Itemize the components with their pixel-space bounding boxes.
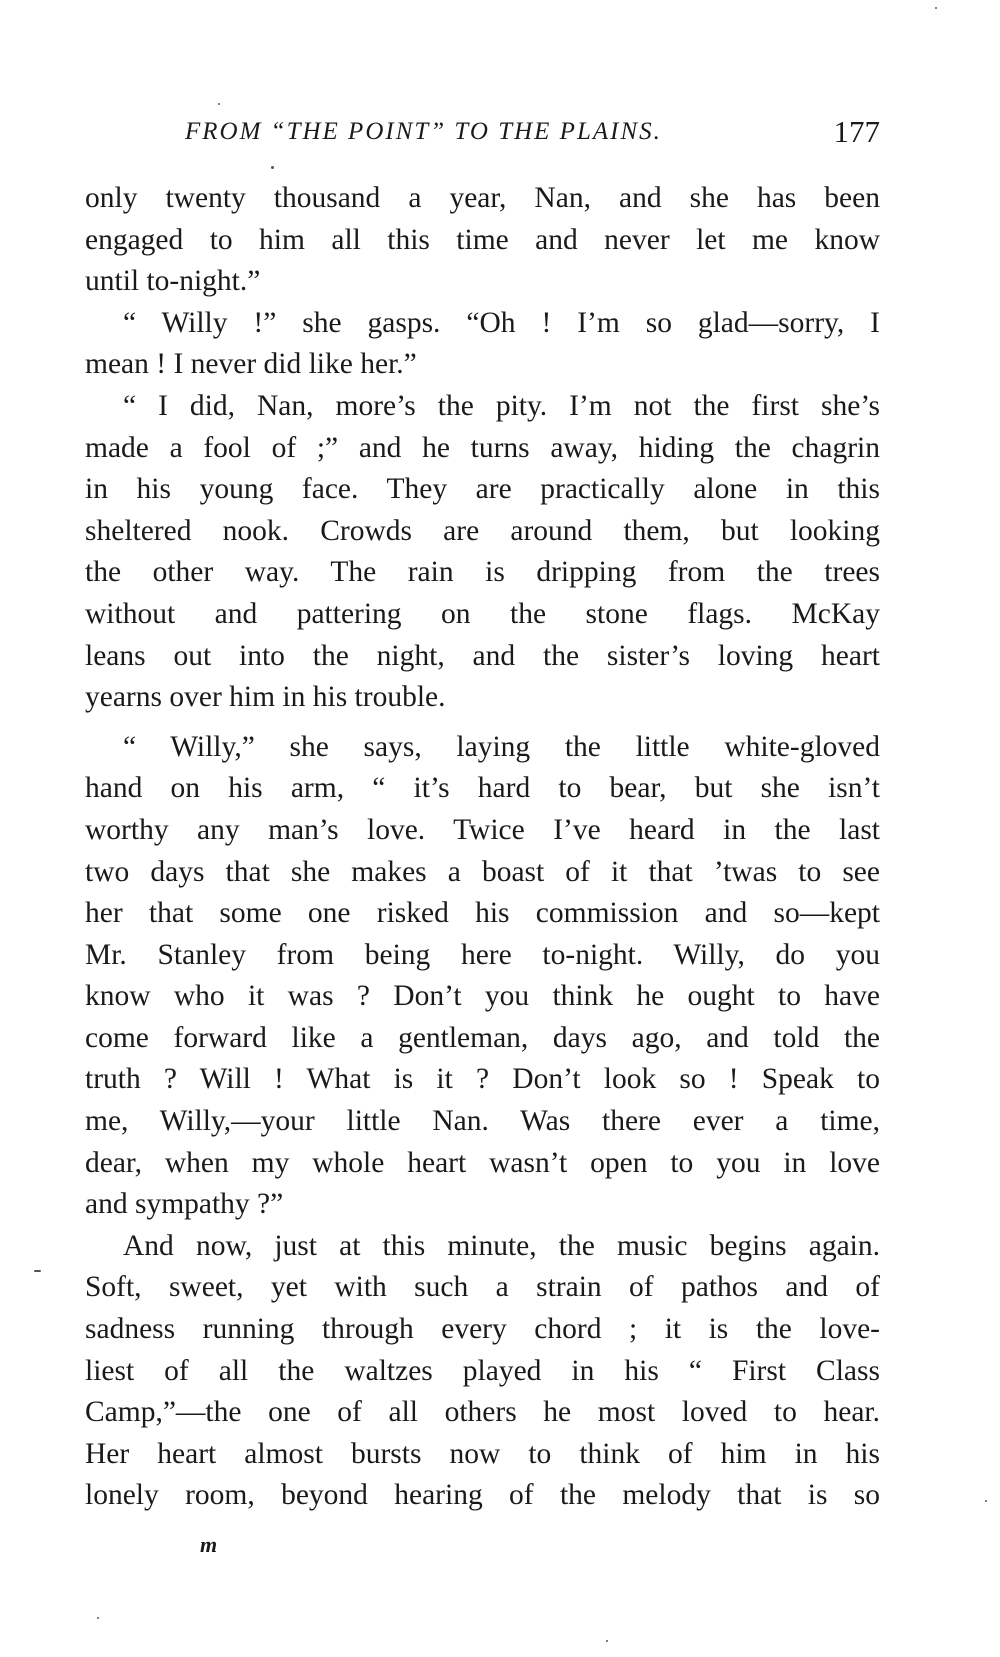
text-line: Her heart almost bursts now to think of him in his <box>85 1437 880 1470</box>
text-line: sadness running through every chord ; it is the love- <box>85 1313 880 1346</box>
text-line: in his young face. They are practically alone in this <box>85 473 880 506</box>
text-line: And now, just at this minute, the music begins again. <box>123 1229 880 1262</box>
text-line: liest of all the waltzes played in his “ First Class <box>85 1354 880 1387</box>
text-line: lonely room, beyond hearing of the melody that is so <box>85 1479 880 1512</box>
text-line: mean ! I never did like her.” <box>85 348 417 381</box>
print-speck <box>218 103 220 105</box>
print-speck <box>97 1617 99 1619</box>
paragraph <box>85 178 880 303</box>
print-speck <box>271 166 274 169</box>
text-line: yearns over him in his trouble. <box>85 681 446 714</box>
text-line: me, Willy,—your little Nan. Was there ever a time, <box>85 1105 880 1138</box>
text-line: worthy any man’s love. Twice I’ve heard in the last <box>85 813 880 846</box>
text-line: Mr. Stanley from being here to-night. Willy, do you <box>85 938 880 971</box>
paragraph <box>85 1226 880 1517</box>
text-line: engaged to him all this time and never let me know <box>85 223 880 256</box>
print-speck <box>985 1500 987 1502</box>
body-text <box>85 178 880 1517</box>
running-head <box>185 114 880 154</box>
text-line: “ Willy !” she gasps. “Oh ! I’m so glad—sorry, I <box>123 306 880 339</box>
paragraph <box>85 727 880 1226</box>
print-speck <box>34 1270 41 1272</box>
text-line: two days that she makes a boast of it that ’twas to see <box>85 855 880 888</box>
print-speck <box>606 1640 608 1642</box>
text-line: dear, when my whole heart wasn’t open to you in love <box>85 1146 880 1179</box>
text-line: come forward like a gentleman, days ago, and told the <box>85 1021 880 1054</box>
text-line: made a fool of ;” and he turns away, hiding the chagrin <box>85 431 880 464</box>
signature-mark: m <box>200 1532 218 1557</box>
text-line: the other way. The rain is dripping from the trees <box>85 556 880 589</box>
text-line: truth ? Will ! What is it ? Don’t look so ! Speak to <box>85 1063 880 1096</box>
text-line: until to-night.” <box>85 265 261 298</box>
paragraph <box>85 386 880 719</box>
text-line: without and pattering on the stone flags. McKay <box>85 597 880 630</box>
text-line: only twenty thousand a year, Nan, and she has been <box>85 182 880 214</box>
paragraph <box>85 303 880 386</box>
running-title: FROM “THE POINT” TO THE PLAINS. <box>185 118 662 145</box>
text-line: “ Willy,” she says, laying the little white-gloved <box>123 730 880 763</box>
text-line: and sympathy ?” <box>85 1188 284 1221</box>
text-line: Soft, sweet, yet with such a strain of pathos and of <box>85 1271 880 1304</box>
text-line: hand on his arm, “ it’s hard to bear, but she isn’t <box>85 772 880 805</box>
text-line: leans out into the night, and the sister’s loving heart <box>85 639 880 672</box>
text-line: Camp,”—the one of all others he most loved to hear. <box>85 1396 880 1429</box>
text-line: know who it was ? Don’t you think he ought to have <box>85 980 880 1013</box>
print-speck <box>935 7 937 9</box>
text-line: sheltered nook. Crowds are around them, but looking <box>85 514 880 547</box>
paragraph-gap <box>85 719 880 727</box>
text-line: “ I did, Nan, more’s the pity. I’m not the first she’s <box>123 389 880 422</box>
text-line: her that some one risked his commission and so—kept <box>85 897 880 930</box>
page-number: 177 <box>833 114 880 149</box>
